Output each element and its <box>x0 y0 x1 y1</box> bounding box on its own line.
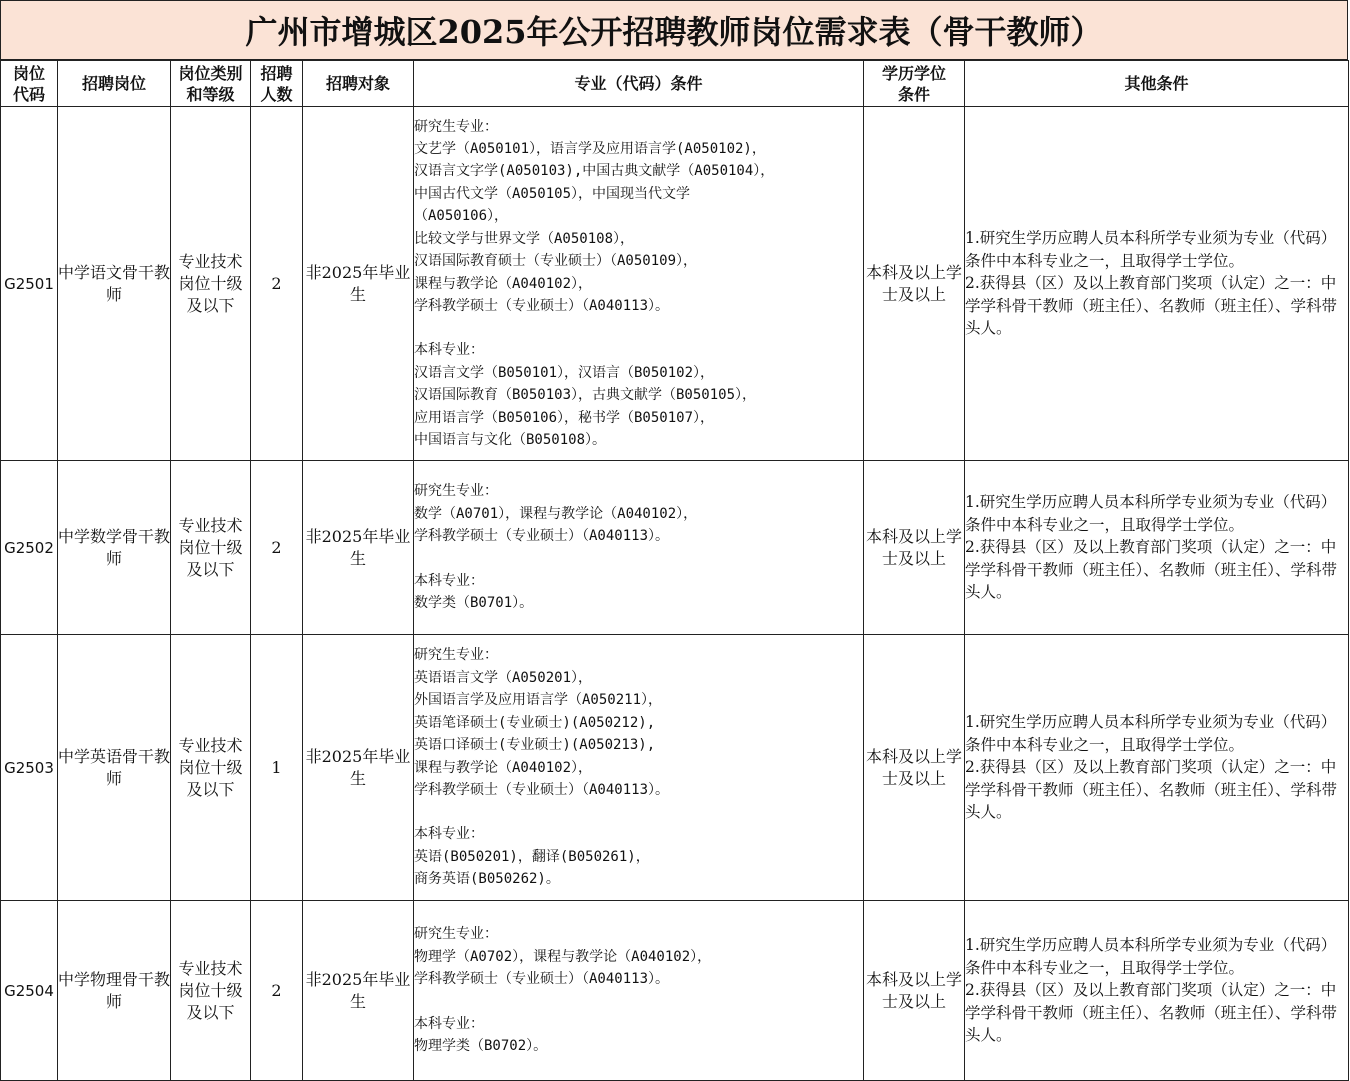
grad-majors: 英语语言文学（A050201）， 外国语言学及应用语言学（A050211）， 英语笔译硕士(专业硕士)(A050212), 英语口译硕士(专业硕士)(A050213), 课程与教学论（A040102）， 学科教学硕士（专业硕士）（A040113）。 <box>414 669 670 798</box>
header-degree: 学历学位 条件 <box>864 61 965 107</box>
major-conditions <box>414 107 864 461</box>
header-target: 招聘对象 <box>303 61 414 107</box>
hire-count: 2 <box>251 901 303 1081</box>
post-code: G2504 <box>1 901 58 1081</box>
degree-condition: 本科及以上学士及以上 <box>864 635 965 901</box>
major-conditions <box>414 901 864 1081</box>
degree-condition: 本科及以上学士及以上 <box>864 461 965 635</box>
header-post: 招聘岗位 <box>58 61 171 107</box>
post-name: 中学英语骨干教师 <box>58 635 171 901</box>
post-code: G2503 <box>1 635 58 901</box>
hire-target: 非2025年毕业生 <box>303 901 414 1081</box>
ug-majors: 汉语言文学（B050101），汉语言（B050102）， 汉语国际教育（B050103），古典文献学（B050105）， 应用语言学（B050106），秘书学（B050107）， 中国语言与文化（B050108）。 <box>414 364 757 448</box>
ug-label: 本科专业： <box>414 572 484 589</box>
post-category: 专业技术岗位十级及以下 <box>171 901 251 1081</box>
grad-label: 研究生专业： <box>414 118 498 135</box>
ug-label: 本科专业： <box>414 1015 484 1032</box>
table-row <box>1 461 1349 635</box>
other-conditions: 1.研究生学历应聘人员本科所学专业须为专业（代码）条件中本科专业之一，且取得学士学位。 2.获得县（区）及以上教育部门奖项（认定）之一：中学学科骨干教师（班主任）、名教师（班主任）、学科带头人。 <box>965 461 1349 635</box>
grad-majors: 文艺学（A050101），语言学及应用语言学(A050102)， 汉语言文字学(A050103),中国古典文献学（A050104）， 中国古代文学（A050105），中国现当代文学 （A050106）， 比较文学与世界文学（A050108）， 汉语国际教育硕士（专业硕士）（A050109）， 课程与教学论（A040102）， 学科教学硕士（专业硕士）（A040113）。 <box>414 141 775 314</box>
hire-target: 非2025年毕业生 <box>303 461 414 635</box>
header-code: 岗位 代码 <box>1 61 58 107</box>
hire-target: 非2025年毕业生 <box>303 635 414 901</box>
ug-majors: 数学类（B0701）。 <box>414 595 534 612</box>
major-conditions <box>414 635 864 901</box>
post-code: G2501 <box>1 107 58 461</box>
ug-majors: 物理学类（B0702）。 <box>414 1038 548 1055</box>
table-row <box>1 107 1349 461</box>
table-row <box>1 901 1349 1081</box>
ug-label: 本科专业： <box>414 342 484 359</box>
hire-count: 1 <box>251 635 303 901</box>
other-conditions: 1.研究生学历应聘人员本科所学专业须为专业（代码）条件中本科专业之一，且取得学士学位。 2.获得县（区）及以上教育部门奖项（认定）之一：中学学科骨干教师（班主任）、名教师（班主任）、学科带头人。 <box>965 901 1349 1081</box>
header-category: 岗位类别 和等级 <box>171 61 251 107</box>
grad-majors: 物理学（A0702），课程与教学论（A040102）， 学科教学硕士（专业硕士）（A040113）。 <box>414 948 712 988</box>
post-category: 专业技术岗位十级及以下 <box>171 107 251 461</box>
hire-count: 2 <box>251 461 303 635</box>
post-category: 专业技术岗位十级及以下 <box>171 635 251 901</box>
hire-count: 2 <box>251 107 303 461</box>
grad-label: 研究生专业： <box>414 483 498 500</box>
hire-target: 非2025年毕业生 <box>303 107 414 461</box>
ug-majors: 英语(B050201)，翻译(B050261)， 商务英语(B050262)。 <box>414 848 650 888</box>
other-conditions: 1.研究生学历应聘人员本科所学专业须为专业（代码）条件中本科专业之一，且取得学士学位。 2.获得县（区）及以上教育部门奖项（认定）之一：中学学科骨干教师（班主任）、名教师（班主任）、学科带头人。 <box>965 107 1349 461</box>
table-row <box>1 635 1349 901</box>
ug-label: 本科专业： <box>414 826 484 843</box>
grad-majors: 数学（A0701），课程与教学论（A040102）， 学科教学硕士（专业硕士）（A040113）。 <box>414 505 698 545</box>
page-title: 广州市增城区2025年公开招聘教师岗位需求表（骨干教师） <box>0 0 1348 60</box>
other-conditions: 1.研究生学历应聘人员本科所学专业须为专业（代码）条件中本科专业之一，且取得学士学位。 2.获得县（区）及以上教育部门奖项（认定）之一：中学学科骨干教师（班主任）、名教师（班主任）、学科带头人。 <box>965 635 1349 901</box>
requirements-table <box>0 60 1349 1081</box>
post-code: G2502 <box>1 461 58 635</box>
header-major: 专业（代码）条件 <box>414 61 864 107</box>
post-category: 专业技术岗位十级及以下 <box>171 461 251 635</box>
grad-label: 研究生专业： <box>414 647 498 664</box>
post-name: 中学数学骨干教师 <box>58 461 171 635</box>
degree-condition: 本科及以上学士及以上 <box>864 107 965 461</box>
major-conditions <box>414 461 864 635</box>
post-name: 中学语文骨干教师 <box>58 107 171 461</box>
header-row <box>1 61 1349 107</box>
header-count: 招聘 人数 <box>251 61 303 107</box>
degree-condition: 本科及以上学士及以上 <box>864 901 965 1081</box>
grad-label: 研究生专业： <box>414 926 498 943</box>
header-other: 其他条件 <box>965 61 1349 107</box>
post-name: 中学物理骨干教师 <box>58 901 171 1081</box>
